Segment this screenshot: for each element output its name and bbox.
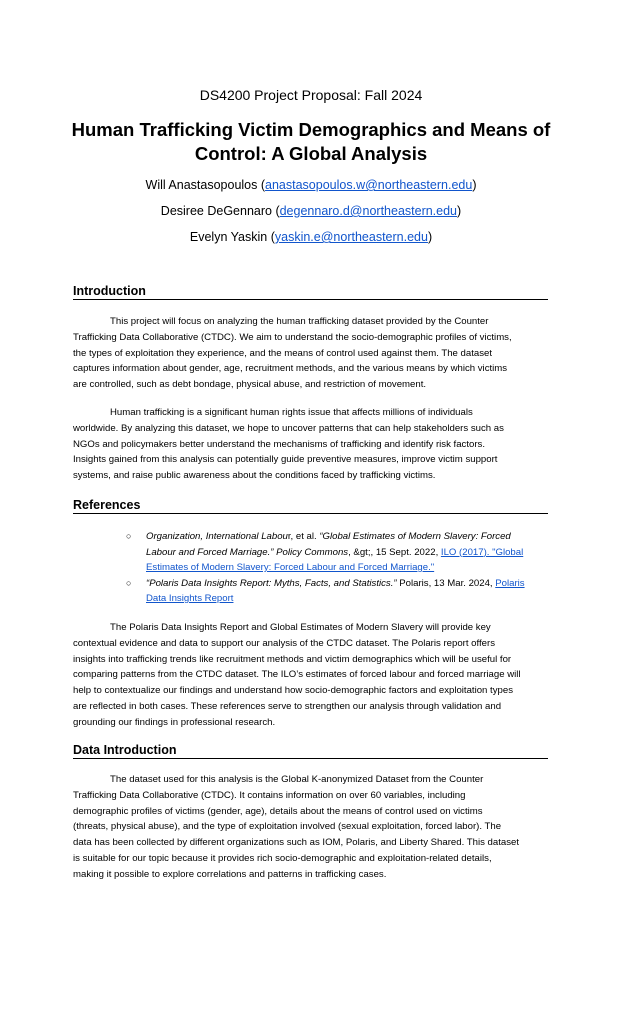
text-line: NGOs and policymakers better understand the mechanisms of trafficking and identify risk factors. [73, 438, 486, 450]
data-introduction-heading: Data Introduction [73, 743, 548, 759]
text-line: This project will focus on analyzing the human trafficking dataset provided by the Counter [110, 316, 489, 327]
reference-link[interactable]: Polaris [495, 577, 525, 589]
text-line: insights into trafficking trends like recruitment methods and victim demographics which will be useful for [73, 653, 512, 665]
document-title [0, 118, 622, 166]
text-line: systems, and raise public awareness about the conditions faced by trafficking victims. [73, 470, 436, 482]
text-line: making it possible to explore correlations and patterns in trafficking cases. [73, 868, 387, 880]
text-line: is suitable for our topic because it provides rich socio-demographic and exploitation-related details, [73, 852, 492, 864]
author-line: Evelyn Yaskin (yaskin.e@northeastern.edu) [189, 230, 433, 244]
text-line: The dataset used for this analysis is the Global K-anonymized Dataset from the Counter [110, 774, 484, 785]
text-line: grounding our findings in professional research. [73, 716, 276, 728]
author-name: Will Anastasopoulos [145, 178, 258, 192]
references-list [126, 529, 556, 607]
text-line: comparing patterns from the CTDC dataset. The ILO’s estimates of forced labour and forced marriage will [73, 669, 521, 681]
text-line: are controlled, such as debt bondage, physical abuse, and restriction of movement. [73, 379, 427, 391]
references-heading: References [73, 498, 548, 514]
reference-link[interactable]: ILO (2017). "Global [440, 546, 524, 558]
ref-text: , &gt;, 15 Sept. 2022, [348, 546, 441, 558]
text-line: are reflected in both cases. These references serve to strengthen our analysis through validation and [73, 700, 502, 712]
text-line: The Polaris Data Insights Report and Global Estimates of Modern Slavery will provide key [110, 622, 491, 633]
author-line: Will Anastasopoulos (anastasopoulos.w@northeastern.edu) [145, 178, 477, 192]
text-line: Trafficking Data Collaborative (CTDC). It contains information on over 60 variables, including [73, 789, 466, 801]
text-line: Insights gained from this analysis can potentially guide preventive measures, improve victim support [73, 454, 498, 466]
ref-text: Polaris, 13 Mar. 2024, [396, 577, 496, 589]
author-name: Evelyn Yaskin [189, 230, 268, 244]
text-line: Human trafficking is a significant human rights issue that affects millions of individuals [110, 407, 473, 418]
reference-link[interactable]: Estimates of Modern Slavery: Forced Labour and Forced Marriage." [146, 562, 435, 573]
text-line: worldwide. By analyzing this dataset, we hope to uncover patterns that can help stakeholders such as [73, 422, 504, 434]
reference-item [126, 576, 556, 607]
document-subtitle: DS4200 Project Proposal: Fall 2024 [199, 87, 423, 103]
author-email-link[interactable]: anastasopoulos.w@northeastern.edu [265, 178, 473, 192]
ref-title: Labour and Forced Marriage.” Policy Commons [146, 546, 349, 558]
ref-title: “Global Estimates of Modern Slavery: Forced [319, 531, 511, 542]
title-line: Human Trafficking Victim Demographics and Means of [71, 119, 551, 140]
author-line: Desiree DeGennaro (degennaro.d@northeastern.edu) [160, 204, 462, 218]
author-name: Desiree DeGennaro [160, 204, 272, 218]
reference-item [126, 529, 556, 576]
ref-title: “Polaris Data Insights Report: Myths, Facts, and Statistics.” [146, 577, 397, 589]
reference-link[interactable]: Data Insights Report [146, 593, 234, 604]
title-line: Control: A Global Analysis [194, 143, 428, 164]
text-line: captures information about gender, age, recruitment methods, and the various means by which victims [73, 363, 508, 375]
introduction-heading: Introduction [73, 284, 548, 300]
introduction-paragraph-2 [73, 405, 553, 484]
text-line: demographic profiles of victims (gender, age), details about the means of control used on victims [73, 805, 483, 817]
hollow-bullet-icon: ○ [126, 531, 132, 541]
text-line: data has been collected by different organizations such as IOM, Polaris, and Liberty Shared. This dataset [73, 837, 520, 849]
hollow-bullet-icon: ○ [126, 577, 132, 588]
ref-text: r, et al. [287, 531, 320, 542]
text-line: the types of exploitation they experience, and the means of control used against them. The dataset [73, 347, 493, 359]
author-email-link[interactable]: yaskin.e@northeastern.edu [274, 230, 428, 244]
text-line: contextual evidence and data to support our analysis of the CTDC dataset. The Polaris report offers [73, 637, 496, 649]
author-email-link[interactable]: degennaro.d@northeastern.edu [279, 204, 458, 218]
text-line: help to contextualize our findings and understand how socio-demographic factors and exploitation types [73, 685, 513, 697]
introduction-paragraph-1 [73, 314, 553, 393]
ref-author: Organization, International Labou [146, 531, 288, 542]
references-paragraph [73, 620, 553, 731]
text-line: Trafficking Data Collaborative (CTDC). We aim to understand the socio-demographic profiles of victims, [73, 331, 512, 343]
text-line: (threats, physical abuse), and the type of exploitation involved (sexual exploitation, forced labor). The [73, 821, 502, 833]
data-introduction-paragraph [73, 772, 553, 883]
